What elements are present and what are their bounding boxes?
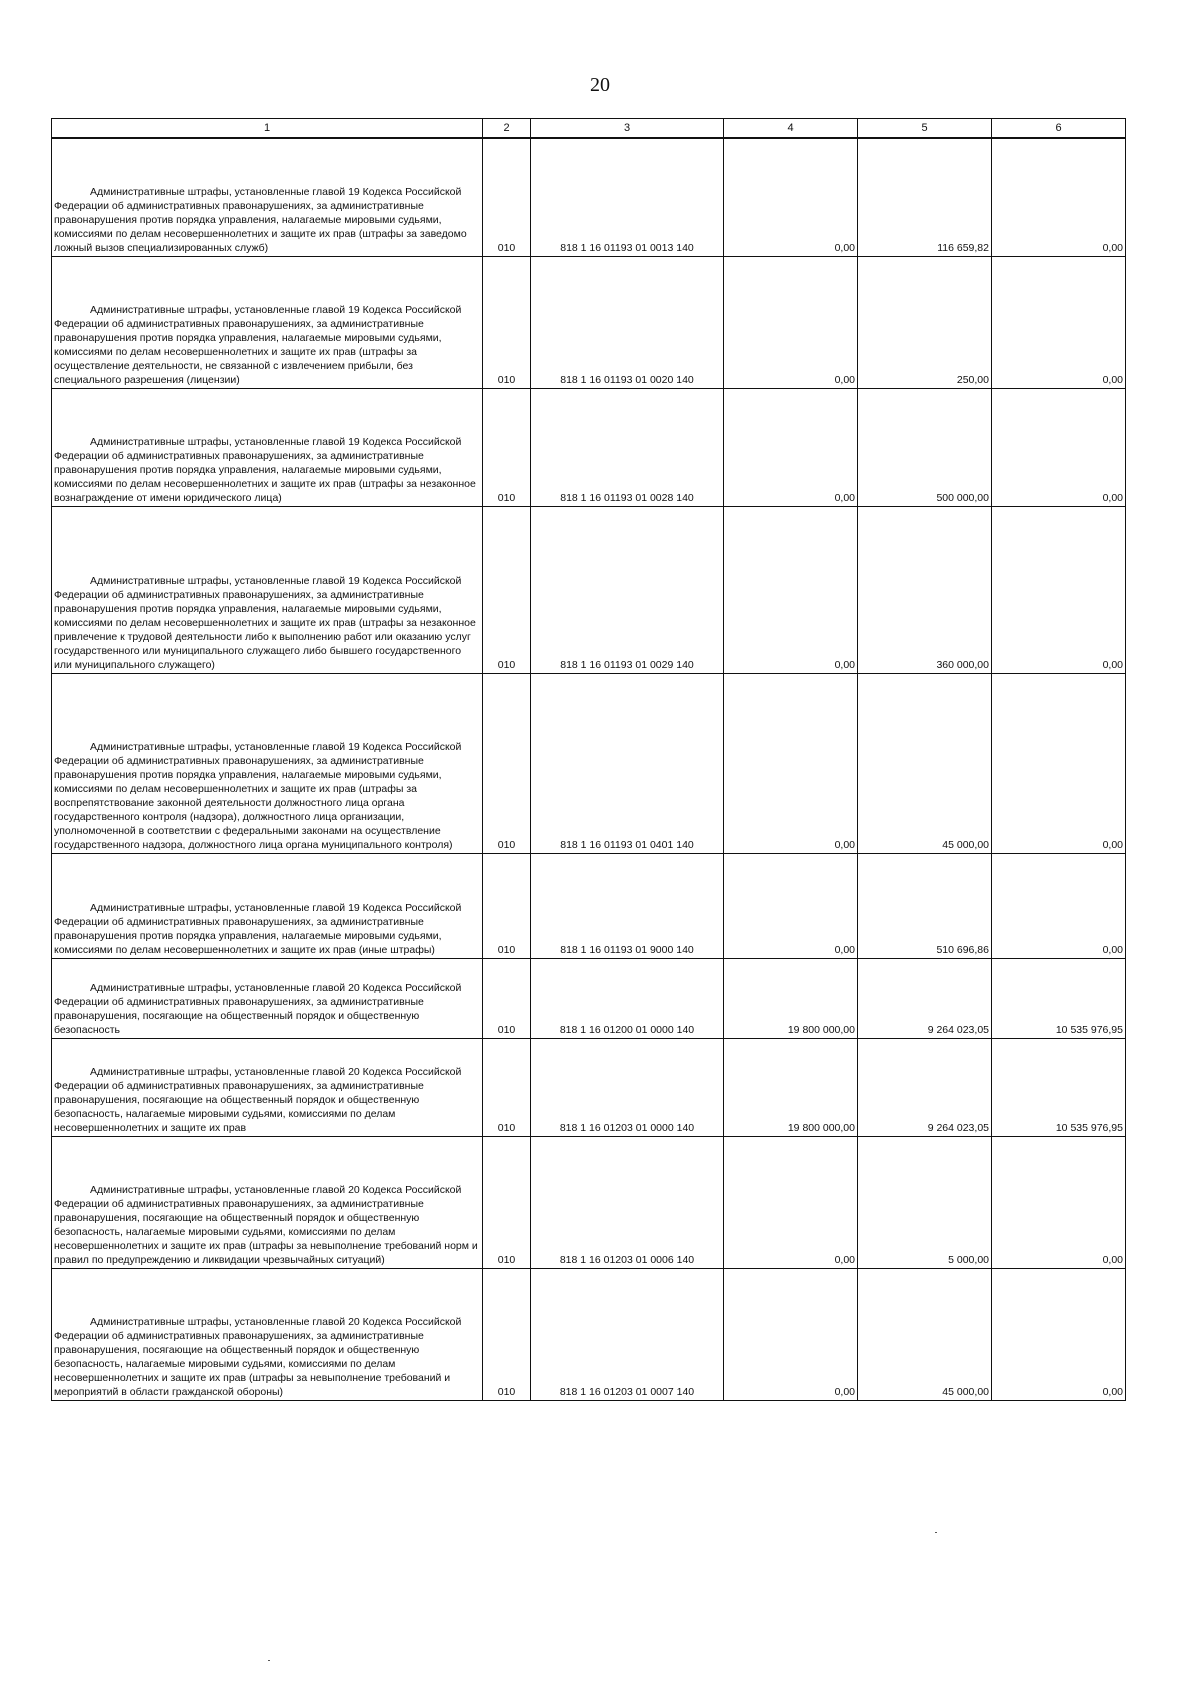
row-value-6: 0,00 (992, 853, 1126, 958)
table-row (52, 1038, 1126, 1136)
row-value-4: 19 800 000,00 (724, 1038, 858, 1136)
row-value-6: 0,00 (992, 506, 1126, 673)
row-budget-code: 818 1 16 01193 01 0028 140 (531, 388, 724, 506)
row-description: Административные штрафы, установленные главой 20 Кодекса Российской Федерации об административных правонарушениях, за административные правонарушения, посягающие на общественный порядок и общественную безопасность, налагаемые мировыми судьями, комиссиями по делам несовершеннолетних и защите их прав (штрафы за невыполнение требований и мероприятий в области гражданской обороны) (52, 1268, 483, 1400)
table-row (52, 673, 1126, 853)
page-number: 20 (590, 74, 610, 96)
row-value-6: 0,00 (992, 138, 1126, 256)
column-header-1: 1 (52, 119, 483, 139)
table-body (52, 138, 1126, 1400)
row-value-5: 9 264 023,05 (858, 1038, 992, 1136)
row-description: Административные штрафы, установленные главой 19 Кодекса Российской Федерации об административных правонарушениях, за административные правонарушения против порядка управления, налагаемые мировыми судьями, комиссиями по делам несовершеннолетних и защите их прав (штрафы за воспрепятствование законной деятельности должностного лица органа государственного контроля (надзора), должностного лица организации, уполномоченной в соответствии с федеральными законами на осуществление государственного надзора, должностного лица органа муниципального контроля) (52, 673, 483, 853)
row-line-code: 010 (483, 506, 531, 673)
row-value-4: 19 800 000,00 (724, 958, 858, 1038)
row-description: Административные штрафы, установленные главой 20 Кодекса Российской Федерации об административных правонарушениях, за административные правонарушения, посягающие на общественный порядок и общественную безопасность, налагаемые мировыми судьями, комиссиями по делам несовершеннолетних и защите их прав (52, 1038, 483, 1136)
row-budget-code: 818 1 16 01193 01 0401 140 (531, 673, 724, 853)
row-description: Административные штрафы, установленные главой 20 Кодекса Российской Федерации об административных правонарушениях, за административные правонарушения, посягающие на общественный порядок и общественную безопасность, налагаемые мировыми судьями, комиссиями по делам несовершеннолетних и защите их прав (штрафы за невыполнение требований норм и правил по предупреждению и ликвидации чрезвычайных ситуаций) (52, 1136, 483, 1268)
row-budget-code: 818 1 16 01193 01 0029 140 (531, 506, 724, 673)
table-row (52, 506, 1126, 673)
row-value-6: 0,00 (992, 1136, 1126, 1268)
row-value-5: 360 000,00 (858, 506, 992, 673)
row-line-code: 010 (483, 1038, 531, 1136)
row-value-4: 0,00 (724, 506, 858, 673)
row-line-code: 010 (483, 853, 531, 958)
row-value-5: 116 659,82 (858, 138, 992, 256)
row-line-code: 010 (483, 388, 531, 506)
row-value-4: 0,00 (724, 853, 858, 958)
row-description: Административные штрафы, установленные главой 19 Кодекса Российской Федерации об административных правонарушениях, за административные правонарушения против порядка управления, налагаемые мировыми судьями, комиссиями по делам несовершеннолетних и защите их прав (штрафы за незаконное привлечение к трудовой деятельности либо к выполнению работ или оказанию услуг государственного или муниципального служащего либо бывшего государственного или муниципального служащего) (52, 506, 483, 673)
row-description: Административные штрафы, установленные главой 19 Кодекса Российской Федерации об административных правонарушениях, за административные правонарушения против порядка управления, налагаемые мировыми судьями, комиссиями по делам несовершеннолетних и защите их прав (иные штрафы) (52, 853, 483, 958)
scan-speck (935, 1532, 937, 1533)
row-value-6: 0,00 (992, 256, 1126, 388)
row-line-code: 010 (483, 256, 531, 388)
row-description: Административные штрафы, установленные главой 19 Кодекса Российской Федерации об административных правонарушениях, за административные правонарушения против порядка управления, налагаемые мировыми судьями, комиссиями по делам несовершеннолетних и защите их прав (штрафы за осуществление деятельности, не связанной с извлечением прибыли, без специального разрешения (лицензии) (52, 256, 483, 388)
column-header-3: 3 (531, 119, 724, 139)
row-budget-code: 818 1 16 01193 01 0013 140 (531, 138, 724, 256)
revenue-table (51, 118, 1126, 1401)
row-value-4: 0,00 (724, 256, 858, 388)
row-budget-code: 818 1 16 01203 01 0000 140 (531, 1038, 724, 1136)
row-value-5: 5 000,00 (858, 1136, 992, 1268)
row-value-5: 510 696,86 (858, 853, 992, 958)
scan-speck (268, 1660, 270, 1661)
table-row (52, 1268, 1126, 1400)
column-header-4: 4 (724, 119, 858, 139)
row-line-code: 010 (483, 673, 531, 853)
row-line-code: 010 (483, 138, 531, 256)
row-value-4: 0,00 (724, 1136, 858, 1268)
row-value-6: 0,00 (992, 388, 1126, 506)
row-description: Административные штрафы, установленные главой 19 Кодекса Российской Федерации об административных правонарушениях, за административные правонарушения против порядка управления, налагаемые мировыми судьями, комиссиями по делам несовершеннолетних и защите их прав (штрафы за заведомо ложный вызов специализированных служб) (52, 138, 483, 256)
row-value-6: 10 535 976,95 (992, 1038, 1126, 1136)
column-header-5: 5 (858, 119, 992, 139)
column-header-2: 2 (483, 119, 531, 139)
row-budget-code: 818 1 16 01193 01 9000 140 (531, 853, 724, 958)
row-line-code: 010 (483, 1268, 531, 1400)
row-budget-code: 818 1 16 01200 01 0000 140 (531, 958, 724, 1038)
table-row (52, 1136, 1126, 1268)
row-value-6: 0,00 (992, 1268, 1126, 1400)
row-budget-code: 818 1 16 01193 01 0020 140 (531, 256, 724, 388)
column-header-6: 6 (992, 119, 1126, 139)
row-value-4: 0,00 (724, 1268, 858, 1400)
table-row (52, 388, 1126, 506)
row-value-6: 0,00 (992, 673, 1126, 853)
row-value-5: 9 264 023,05 (858, 958, 992, 1038)
row-value-4: 0,00 (724, 388, 858, 506)
row-description: Административные штрафы, установленные главой 20 Кодекса Российской Федерации об административных правонарушениях, за административные правонарушения, посягающие на общественный порядок и общественную безопасность (52, 958, 483, 1038)
table-header (52, 119, 1126, 139)
table-row (52, 853, 1126, 958)
row-value-4: 0,00 (724, 138, 858, 256)
row-value-5: 250,00 (858, 256, 992, 388)
row-budget-code: 818 1 16 01203 01 0006 140 (531, 1136, 724, 1268)
row-value-5: 45 000,00 (858, 673, 992, 853)
row-value-5: 45 000,00 (858, 1268, 992, 1400)
row-value-5: 500 000,00 (858, 388, 992, 506)
table-row (52, 138, 1126, 256)
table-row (52, 256, 1126, 388)
row-line-code: 010 (483, 1136, 531, 1268)
table-row (52, 958, 1126, 1038)
row-line-code: 010 (483, 958, 531, 1038)
row-budget-code: 818 1 16 01203 01 0007 140 (531, 1268, 724, 1400)
row-value-4: 0,00 (724, 673, 858, 853)
row-description: Административные штрафы, установленные главой 19 Кодекса Российской Федерации об административных правонарушениях, за административные правонарушения против порядка управления, налагаемые мировыми судьями, комиссиями по делам несовершеннолетних и защите их прав (штрафы за незаконное вознаграждение от имени юридического лица) (52, 388, 483, 506)
row-value-6: 10 535 976,95 (992, 958, 1126, 1038)
